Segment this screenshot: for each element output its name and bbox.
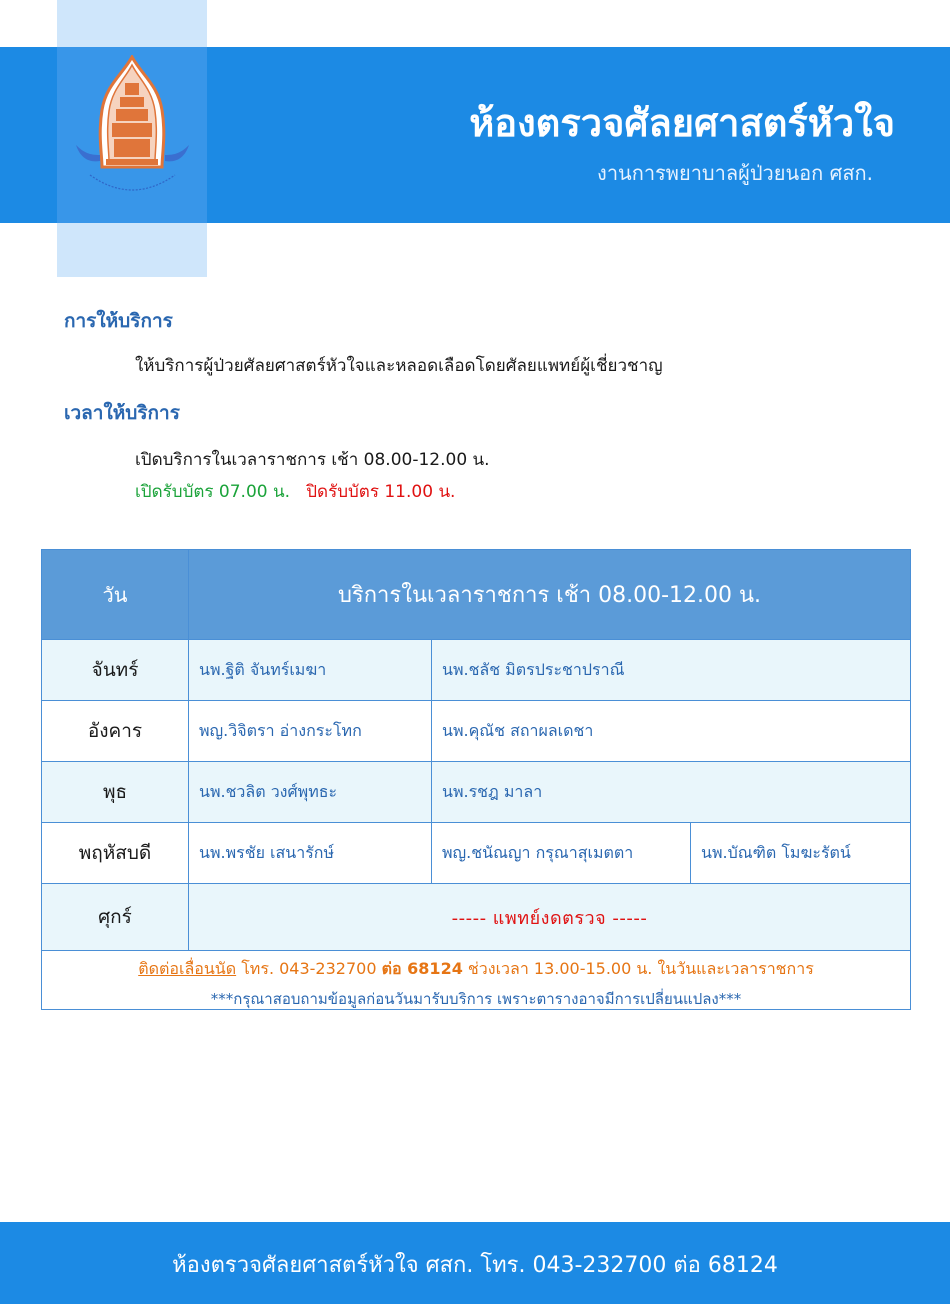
service-text: ให้บริการผู้ป่วยศัลยศาสตร์หัวใจและหลอดเลือดโดยศัลยแพทย์ผู้เชี่ยวชาญ (135, 356, 663, 376)
table-row (42, 639, 910, 700)
doctor-cell: นพ.ฐิติ จันทร์เมฆา (189, 640, 432, 700)
doctor-cell: นพ.ชลัช มิตรประชาปราณี (442, 659, 625, 679)
contact-footnote (42, 950, 910, 1009)
schedule-header-row (42, 550, 910, 639)
schedule-table (41, 549, 911, 1010)
table-row (42, 700, 910, 761)
table-row (42, 761, 910, 822)
footer-text: ห้องตรวจศัลยศาสตร์หัวใจ ศสก. โทร. 043-232700 ต่อ 68124 (172, 1253, 778, 1278)
contact-line (42, 957, 910, 982)
reschedule-link[interactable]: ติดต่อเลื่อนนัด (138, 959, 237, 978)
contact-ext: ต่อ 68124 (381, 959, 463, 978)
contact-phone: โทร. 043-232700 (236, 959, 382, 978)
no-clinic-note: ----- แพทย์งดตรวจ ----- (451, 907, 648, 929)
schedule-notice: ***กรุณาสอบถามข้อมูลก่อนวันมารับบริการ เพราะตารางอาจมีการเปลี่ยนแปลง*** (210, 990, 742, 1008)
header-day: วัน (42, 550, 189, 639)
table-row (42, 883, 910, 950)
day-label: อังคาร (42, 701, 189, 761)
doctor-cell: นพ.รชฎ มาลา (442, 781, 543, 801)
doctor-cell: พญ.วิจิตรา อ่างกระโทก (189, 701, 432, 761)
card-times (135, 478, 455, 505)
hours-line: เปิดบริการในเวลาราชการ เช้า 08.00-12.00 น. (135, 450, 490, 470)
hospital-logo (70, 55, 195, 205)
doctor-cell: พญ.ชนัณญา กรุณาสุเมตตา (432, 823, 691, 883)
day-label: ศุกร์ (42, 884, 189, 950)
service-heading: การให้บริการ (64, 310, 173, 332)
table-row (42, 822, 910, 883)
page-title: ห้องตรวจศัลยศาสตร์หัวใจ (469, 101, 895, 145)
doctor-cell: นพ.พรชัย เสนารักษ์ (189, 823, 432, 883)
doctor-cell: นพ.ชวลิต วงศ์พุทธะ (189, 762, 432, 822)
open-cards-time: เปิดรับบัตร 07.00 น. (135, 482, 291, 502)
doctor-cell: นพ.คุณัช สถาผลเดชา (442, 720, 594, 740)
close-cards-time: ปิดรับบัตร 11.00 น. (306, 482, 456, 502)
doctor-cell: นพ.บัณฑิต โมฆะรัตน์ (701, 842, 851, 862)
day-label: พุธ (42, 762, 189, 822)
day-label: พฤหัสบดี (42, 823, 189, 883)
header-service: บริการในเวลาราชการ เช้า 08.00-12.00 น. (337, 583, 762, 608)
hours-heading: เวลาให้บริการ (64, 402, 180, 424)
page-subtitle: งานการพยาบาลผู้ป่วยนอก ศสก. (597, 161, 873, 185)
day-label: จันทร์ (42, 640, 189, 700)
contact-time: ช่วงเวลา 13.00-15.00 น. ในวันและเวลาราชการ (462, 959, 814, 978)
